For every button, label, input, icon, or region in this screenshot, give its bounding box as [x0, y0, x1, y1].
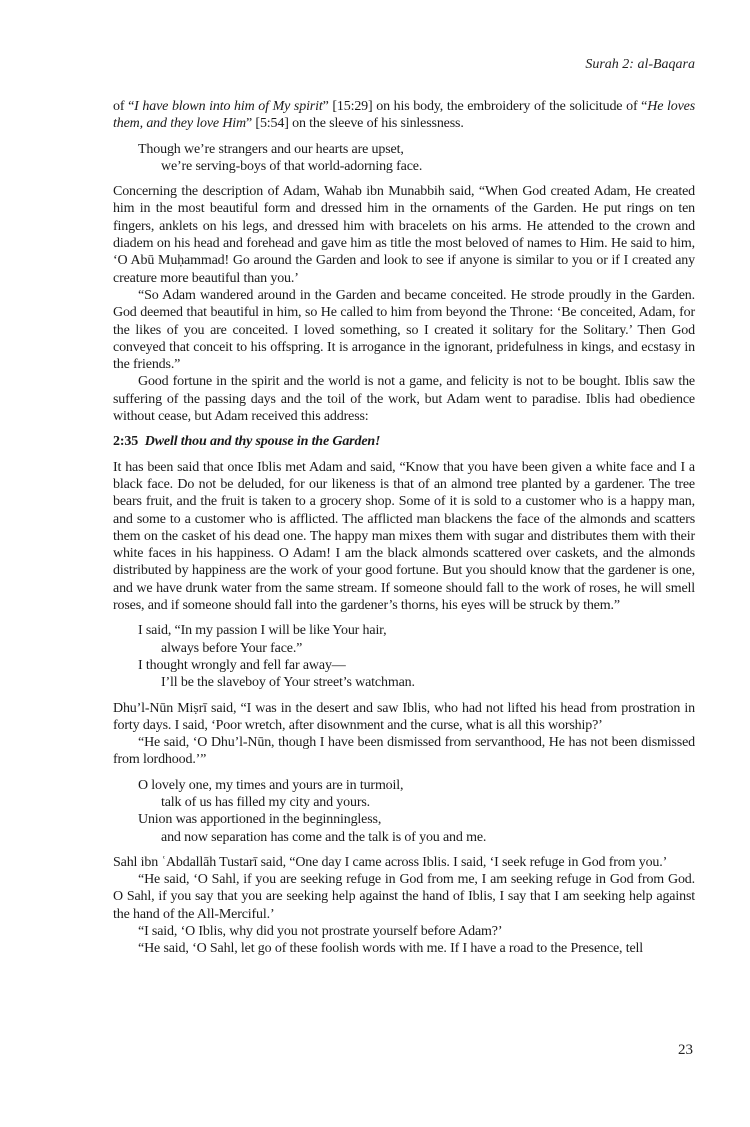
verse-line: I’ll be the slaveboy of Your street’s watchman. — [161, 675, 415, 691]
section-title: Dwell thou and thy spouse in the Garden! — [144, 434, 381, 450]
paragraph: “He said, ‘O Sahl, if you are seeking refuge in God from me, I am seeking refuge in God from God. O Sahl, if you say that you are seeking help against the hand of Iblis, I say that I am seeking help against the hand of the All-Merciful.’ — [113, 872, 695, 922]
verse-line: we’re serving-boys of that world-adorning face. — [161, 158, 423, 174]
text-run: of “ — [113, 99, 135, 114]
paragraph: It has been said that once Iblis met Adam and said, “Know that you have been given a white face and I a black face. Do not be deluded, for our likeness is that of an almond tree planted by a gardener. The tree bears fruit, and the fruit is taken to a grocery shop. Some of it is sold to a customer who is a happy man, and some to a customer who is afflicted. The afflicted man blackens the face of the almonds and scatters them on the casket of his dead one. The happy man mixes them with sugar and distributes them with their white faces in his happiness. O Adam! I am the black almonds scattered over caskets, and the almonds distributed by happiness are the work of your good fortune. But you should know that the gardener is one, and we have drunk water from the same stream. If someone should fall to the work of roses, he will smell roses, and if someone should fall into the gardener’s thorns, his eyes will be struck by them.” — [113, 459, 695, 614]
quran-quote: He loves them, and they love Him — [113, 99, 696, 132]
paragraph: “I said, ‘O Iblis, why did you not prostrate yourself before Adam?’ — [138, 924, 503, 940]
text-run: ” [15:29] on his body, the embroidery of the solicitude of “ — [322, 99, 648, 114]
paragraph: Concerning the description of Adam, Wahab ibn Munabbih said, “When God created Adam, He created him in the most beautiful form and dressed him in the ornaments of the Garden. He put rings on ten fingers, anklets on his legs, and dressed him with bracelets on his arms. He attended to the crown and diadem on his head and forehead and gave him as title the most beloved of names to Him. He said to him, ‘O Abū Muḥammad! Go around the Garden and look to see if anyone is similar to you or if I created any creature more beautiful than you.’ — [113, 184, 695, 286]
paragraph: “So Adam wandered around in the Garden and became conceited. He strode proudly in the Garden. God deemed that beautiful in him, so He called to him from beyond the Throne: ‘Be conceited, Adam, for the likes of you are conceited. I loved something, so I created it solitary for the Solitary.’ Then God conveyed that conceit to his offspring. It is arrogance in the ignorant, pridefulness in kings, and ecstasy in the friends.” — [113, 287, 695, 373]
page-number: 23 — [678, 1042, 693, 1058]
verse-line: and now separation has come and the talk is of you and me. — [161, 829, 487, 845]
quran-quote: I have blown into him of My spirit — [134, 99, 323, 114]
paragraph: Good fortune in the spirit and the world is not a game, and felicity is not to be bought. Iblis saw the suffering of the passing days and the toil of the work, but Adam went to paradise. Iblis had obedience without cease, but Adam received this address: — [113, 374, 695, 425]
verse-line: I thought wrongly and fell far away— — [138, 657, 346, 673]
verse-line: Though we’re strangers and our hearts are upset, — [138, 141, 404, 157]
paragraph: “He said, ‘O Sahl, let go of these foolish words with me. If I have a road to the Presence, tell — [138, 941, 644, 957]
paragraph: “He said, ‘O Dhu’l-Nūn, though I have been dismissed from servanthood, He has not been dismissed from lordhood.’” — [113, 735, 695, 768]
verse-block — [138, 141, 695, 176]
paragraph: Dhu’l-Nūn Miṣrī said, “I was in the desert and saw Iblis, who had not lifted his head from prostration in forty days. I said, ‘Poor wretch, after disownment and the curse, what is all this worship?’ — [113, 700, 695, 733]
verse-line: O lovely one, my times and yours are in turmoil, — [138, 777, 404, 793]
section-heading — [113, 433, 695, 450]
verse-reference: 2:35 — [113, 434, 139, 450]
verse-line: always before Your face.” — [161, 640, 303, 656]
opening-paragraph — [113, 98, 695, 133]
verse-line: Union was apportioned in the beginningless, — [138, 812, 382, 828]
verse-line: talk of us has filled my city and yours. — [161, 794, 371, 810]
body-text — [113, 98, 695, 958]
paragraph: Sahl ibn ʿAbdallāh Tustarī said, “One day I came across Iblis. I said, ‘I seek refuge in God from you.’ — [113, 854, 668, 870]
verse-line: I said, “In my passion I will be like Your hair, — [138, 623, 387, 639]
verse-block — [113, 622, 695, 691]
running-head: Surah 2: al-Baqara — [585, 57, 695, 72]
text-run: ” [5:54] on the sleeve of his sinlessness. — [246, 116, 464, 132]
verse-block — [113, 777, 695, 846]
